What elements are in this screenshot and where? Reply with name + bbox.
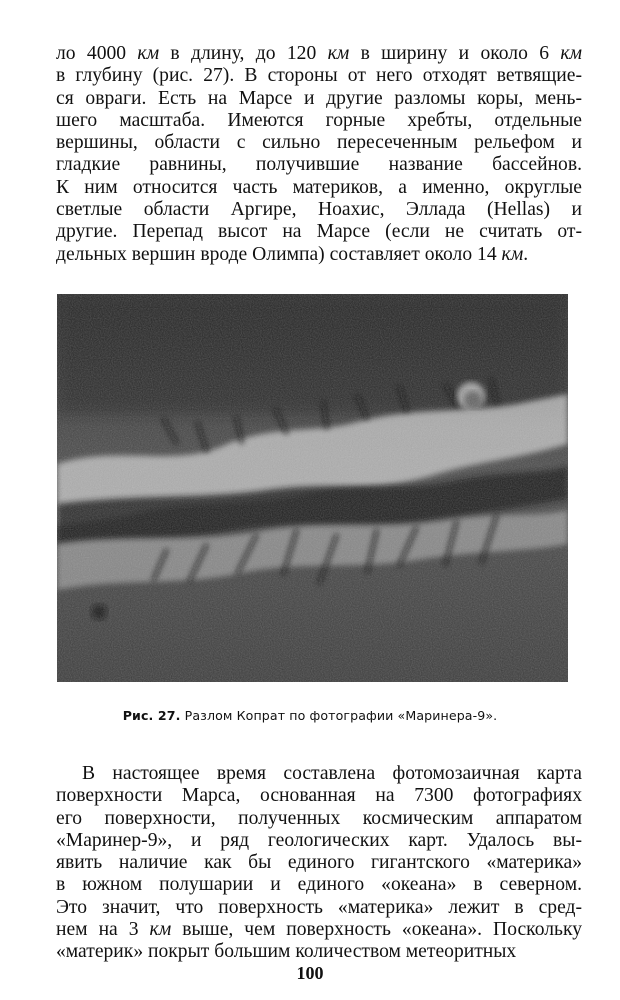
text-line (56, 785, 582, 807)
unit-km: км (327, 43, 350, 64)
mars-canyon-photo (57, 294, 568, 682)
text-line (56, 852, 582, 874)
figure-caption-text: Разлом Копрат по фотографии «Маринера-9». (180, 708, 498, 723)
text-segment: другие. Перепад высот на Марсе (если не считать от- (56, 221, 582, 243)
text-segment: светлые области Аргире, Ноахис, Эллада (Hellas) и (56, 199, 582, 221)
text-segment: ло 4000 (56, 43, 138, 64)
text-line (56, 830, 582, 852)
text-line (56, 897, 582, 919)
text-line (56, 65, 582, 87)
page-number: 100 (296, 963, 324, 983)
text-segment: шего масштаба. Имеются горные хребты, отдельные (56, 109, 582, 131)
text-segment: в длину, до 120 (159, 43, 328, 64)
unit-km: км (560, 43, 583, 64)
text-segment: Это значит, что поверхность «материка» лежит в сред- (56, 896, 582, 918)
text-segment: гладкие равнины, получившие название бассейнов. (56, 154, 582, 176)
text-segment: его поверхности, полученных космическим аппаратом (56, 807, 582, 829)
text-segment: В настоящее время составлена фотомозаичная карта (82, 763, 582, 784)
text-segment: . (523, 243, 529, 265)
text-line (56, 154, 582, 176)
text-segment: поверхности Марса, основанная на 7300 фотографиях (56, 785, 582, 807)
text-segment: дельных вершин вроде Олимпа) составляет около 14 (56, 243, 502, 265)
text-segment: нем на 3 (56, 919, 150, 941)
body-paragraph-1 (56, 43, 582, 266)
text-segment: «Маринер-9», и ряд геологических карт. Удалось вы- (56, 829, 582, 851)
text-segment: «материк» покрыт большим количеством метеоритных (56, 941, 517, 963)
text-segment: в южном полушарии и единого «океана» в северном. (56, 874, 582, 896)
text-line (56, 244, 582, 266)
text-line (56, 177, 582, 199)
figure-caption (0, 708, 620, 723)
text-segment: вершины, области с сильно пересеченным рельефом и (56, 132, 582, 154)
text-line (56, 874, 582, 896)
text-segment: К ним относится часть материков, а именно, округлые (56, 176, 582, 198)
figure-caption-label: Рис. 27. (122, 708, 181, 723)
text-segment: в глубину (рис. 27). В стороны от него отходят ветвящие- (56, 65, 582, 87)
text-segment: выше, чем поверхность «океана». Поскольку (171, 919, 582, 941)
text-line (56, 919, 582, 941)
text-line (56, 132, 582, 154)
unit-km: км (149, 919, 172, 941)
text-line (56, 221, 582, 243)
text-line (56, 88, 582, 110)
text-segment: в ширину и около 6 (349, 43, 561, 64)
figure-photo (57, 294, 568, 682)
unit-km: км (501, 243, 524, 265)
body-paragraph-2 (56, 763, 582, 964)
text-line (56, 941, 582, 963)
text-line (56, 199, 582, 221)
text-line (56, 763, 582, 785)
text-segment: явить наличие как бы единого гигантского «материка» (56, 852, 582, 874)
text-segment: ся овраги. Есть на Марсе и другие разломы коры, мень- (56, 87, 582, 109)
text-line (56, 808, 582, 830)
unit-km: км (137, 43, 160, 64)
text-line (56, 110, 582, 132)
text-line (56, 43, 582, 65)
